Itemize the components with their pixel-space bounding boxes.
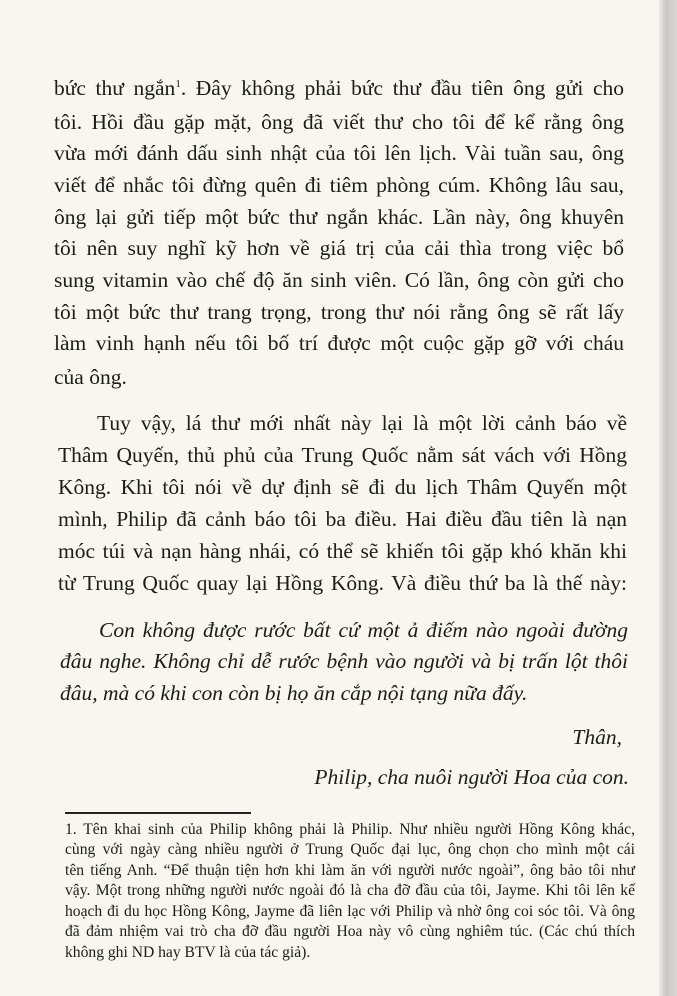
footnote-line: vậy. Một trong những người nước ngoài đó là cha đỡ đầu của tôi, Jayme. Khi tôi lên kế [65,882,635,899]
page-edge [659,0,677,996]
footnote-ref[interactable]: 1 [175,77,181,90]
text-line: Kông. Khi tôi nói về dự định sẽ đi du lịch Thâm Quyến một [58,475,627,499]
quote-line: Con không được rước bất cứ một ả điếm nào ngoài đường [99,618,628,642]
footnote-line: đã đảm nhiệm vai trò cha đỡ đầu người Hoa này vô cùng nghiêm túc. (Các chú thích [65,923,635,940]
text-line: Thâm Quyến, thủ phủ của Trung Quốc nằm sát vách với Hồng [58,443,627,467]
text-line: viết để nhắc tôi đừng quên đi tiêm phòng cúm. Không lâu sau, [54,173,624,197]
footnote-line: cùng với ngày càng nhiều người ở Trung Quốc đại lục, ông chọn cho mình một cái [65,841,635,858]
footnote-line: không ghi ND hay BTV là của tác giả). [65,944,311,961]
text-line: bức thư ngắn$^1$. Đây không phải bức thư đầu tiên ông gửi cho [54,76,624,100]
footnote-divider [65,812,251,814]
text-line: tôi. Hồi đầu gặp mặt, ông đã viết thư cho tôi để kể rằng ông [54,110,624,134]
text-line: tôi một bức thư trang trọng, trong thư nói rằng ông sẽ rất lấy [54,300,624,324]
letter-signature: Philip, cha nuôi người Hoa của con. [314,765,629,789]
text-line: Tuy vậy, lá thư mới nhất này lại là một lời cảnh báo về [97,411,627,435]
text-line: làm vinh hạnh nếu tôi bố trí được một cuộc gặp gỡ với cháu [54,331,624,355]
quote-line: đâu, mà có khi con còn bị họ ăn cắp nội tạng nữa đấy. [60,681,528,705]
footnote-line: 1. Tên khai sinh của Philip không phải là Philip. Như nhiều người Hồng Kông khác, [65,821,635,838]
text-line: móc túi và nạn hàng nhái, có thể sẽ khiến tôi gặp khó khăn khi [58,539,627,563]
footnote-line: hoạch đi du học Hồng Kông, Jayme đã liên lạc với Philip và nhờ ông coi sóc tôi. Và ông [65,903,635,920]
text-line: sung vitamin vào chế độ ăn sinh viên. Có lần, ông còn gửi cho [54,268,624,292]
footnote-line: tên tiếng Anh. “Để thuận tiện hơn khi làm ăn với người nước ngoài”, ông bảo tôi như [65,862,635,879]
letter-closing: Thân, [572,725,622,749]
quote-line: đâu nghe. Không chỉ dễ rước bệnh vào người và bị trấn lột thôi [60,649,628,673]
text-line: tôi nên suy nghĩ kỹ hơn về giá trị của cải thìa trong việc bổ [54,236,624,260]
text-line: vừa mới đánh dấu sinh nhật của tôi lên lịch. Vài tuần sau, ông [54,141,624,165]
text-line: mình, Philip đã cảnh báo tôi ba điều. Hai điều đầu tiên là nạn [58,507,627,531]
text-line: của ông. [54,365,127,389]
text-line: ông lại gửi tiếp một bức thư ngắn khác. Lần này, ông khuyên [54,205,624,229]
text-line: từ Trung Quốc quay lại Hồng Kông. Và điều thứ ba là thế này: [58,571,627,595]
